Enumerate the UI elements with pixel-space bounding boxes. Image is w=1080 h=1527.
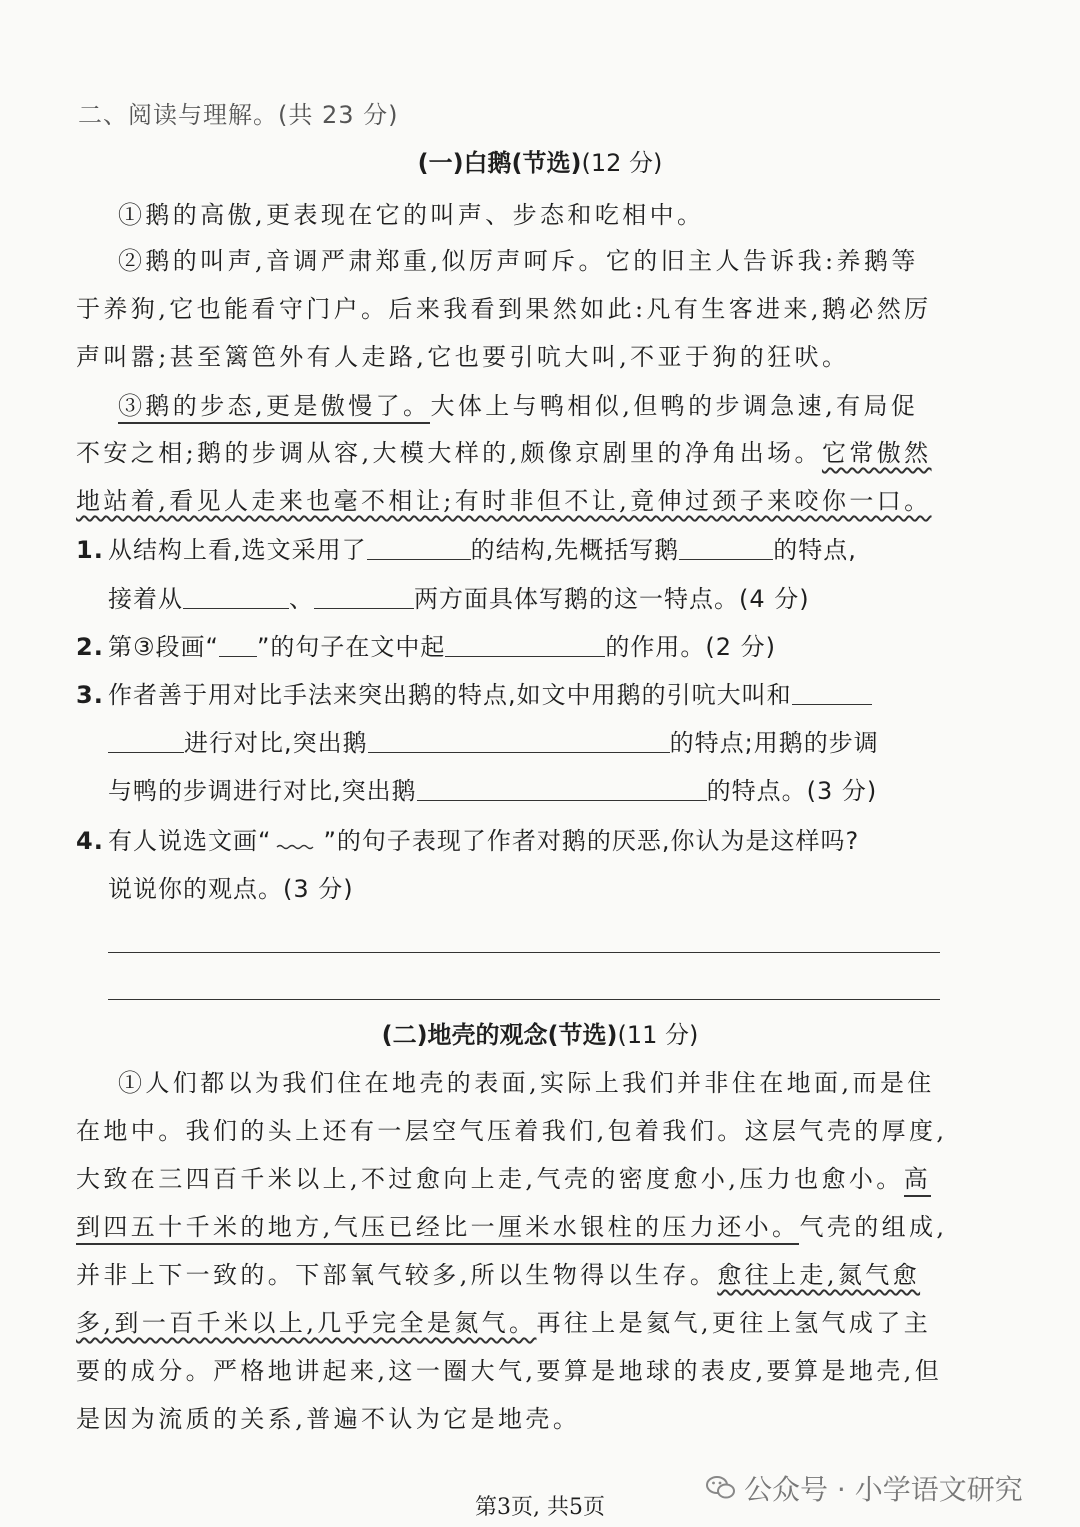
passage2-line-3 — [76, 1164, 941, 1194]
q1-text-b: 的结构,先概括写鹅 — [470, 536, 680, 564]
question-number: 1. — [76, 536, 104, 564]
straight-underlined-sentence-end: 到四五十千米的地方,气压已经比一厘米水银柱的压力还小。 — [76, 1213, 799, 1245]
q1-blank-aspect-1[interactable] — [183, 584, 289, 609]
passage1-title-text: (一)白鹅(节选) — [417, 149, 582, 177]
passage2-line-4-rest: 气壳的组成, — [799, 1213, 948, 1241]
q3-blank-feature-2[interactable] — [417, 776, 707, 801]
question-1 — [76, 535, 857, 565]
passage2-line-1: ①人们都以为我们住在地壳的表面,实际上我们并非住在地面,而是住 — [118, 1069, 935, 1097]
passage2-line-6 — [76, 1308, 941, 1338]
passage2-line-4 — [76, 1212, 948, 1242]
q3-text-e: 的特点。(3 分) — [706, 777, 878, 805]
q3-text-c: 的特点;用鹅的步调 — [669, 729, 879, 757]
q2-text-b: ”的句子在文中起 — [256, 633, 446, 661]
passage1-paragraph-1: ①鹅的高傲,更表现在它的叫声、步态和吃相中。 — [118, 201, 705, 229]
passage2-line-5-text: 并非上下一致的。下部氧气较多,所以生物得以生存。 — [76, 1261, 718, 1289]
question-number: 2. — [76, 633, 104, 661]
passage2-score: (11 分) — [617, 1021, 699, 1049]
q3-text-d: 与鸭的步调进行对比,突出鹅 — [108, 777, 417, 805]
passage1-score: (12 分) — [581, 149, 663, 177]
wavy-underlined-sentence-end: 地站着,看见人走来也毫不相让;有时非但不让,竟伸过颈子来咬你一口。 — [76, 487, 932, 515]
question-number: 4. — [76, 827, 104, 855]
question-4-line-2: 说说你的观点。(3 分) — [108, 875, 354, 903]
question-3-line-2 — [108, 728, 879, 758]
q1-blank-feature[interactable] — [679, 535, 773, 560]
q4-wavy-mark-sample — [271, 829, 323, 851]
q3-text-b: 进行对比,突出鹅 — [184, 729, 368, 757]
passage1-paragraph-3-line-3 — [76, 486, 941, 516]
q3-blank-feature-1[interactable] — [368, 728, 670, 753]
passage1-paragraph-2-line-3: 声叫嚣;甚至篱笆外有人走路,它也要引吭大叫,不亚于狗的狂吠。 — [76, 343, 850, 371]
paragraph-3-line-2-text: 不安之相;鹅的步调从容,大模大样的,颇像京剧里的净角出场。 — [76, 439, 822, 467]
question-4 — [76, 826, 859, 856]
question-3-line-3 — [108, 776, 877, 806]
q4-text-a: 有人说选文画“ — [108, 827, 272, 855]
passage2-line-5 — [76, 1260, 941, 1290]
wavy-underlined-sentence-start: 它常傲然 — [821, 439, 932, 467]
answer-line-2[interactable] — [108, 999, 940, 1000]
straight-underlined-sentence-start: 高 — [904, 1165, 931, 1197]
question-2 — [76, 632, 776, 662]
passage1-title — [0, 148, 1080, 178]
watermark-text: 公众号 · 小学语文研究 — [744, 1473, 1023, 1506]
q1-text-c: 的特点, — [773, 536, 857, 564]
q1-text-f: 两方面具体写鹅的这一特点。(4 分) — [414, 585, 810, 613]
q3-text-a: 作者善于用对比手法来突出鹅的特点,如文中用鹅的引吭大叫和 — [108, 681, 792, 709]
q2-blank-role[interactable] — [445, 632, 605, 657]
q1-blank-structure[interactable] — [367, 535, 471, 560]
wavy-underlined-sentence-end: 多,到一百千米以上,几乎完全是氮气。 — [76, 1309, 537, 1337]
passage2-title-text: (二)地壳的观念(节选) — [381, 1021, 618, 1049]
q1-blank-aspect-2[interactable] — [314, 584, 414, 609]
q3-blank-compare-1-cont[interactable] — [108, 728, 184, 753]
passage2-line-3-text: 大致在三四百千米以上,不过愈向上走,气壳的密度愈小,压力也愈小。 — [76, 1165, 904, 1193]
q1-text-a: 从结构上看,选文采用了 — [108, 536, 367, 564]
passage1-paragraph-2-line-1: ②鹅的叫声,音调严肃郑重,似厉声呵斥。它的旧主人告诉我:养鹅等 — [118, 247, 919, 275]
q3-blank-compare-1[interactable] — [792, 680, 872, 705]
q2-text-c: 的作用。(2 分) — [605, 633, 777, 661]
question-3 — [76, 680, 872, 710]
passage2-line-2: 在地中。我们的头上还有一层空气压着我们,包着我们。这层气壳的厚度, — [76, 1117, 948, 1145]
passage2-line-7: 要的成分。严格地讲起来,这一圈大气,要算是地球的表皮,要算是地壳,但 — [76, 1357, 943, 1385]
paragraph-3-line-1-rest: 大体上与鸭相似,但鸭的步调急速,有局促 — [430, 392, 919, 420]
straight-underlined-sentence: ③鹅的步态,更是傲慢了。 — [118, 392, 430, 424]
q1-text-d: 接着从 — [108, 585, 183, 613]
passage2-title — [0, 1020, 1080, 1050]
q2-mark-sample — [219, 632, 257, 657]
passage1-paragraph-3-line-2 — [76, 438, 941, 468]
wavy-underlined-sentence-start: 愈往上走,氮气愈 — [717, 1261, 921, 1289]
passage2-line-8: 是因为流质的关系,普遍不认为它是地壳。 — [76, 1405, 581, 1433]
section-heading: 二、阅读与理解。(共 23 分) — [78, 101, 399, 129]
passage1-paragraph-2-line-2: 于养狗,它也能看守门户。后来我看到果然如此:凡有生客进来,鹅必然厉 — [76, 295, 932, 323]
q1-text-e: 、 — [289, 585, 314, 613]
page-number: 第3页, 共5页 — [475, 1495, 605, 1520]
question-number: 3. — [76, 681, 104, 709]
question-1-continued — [108, 584, 810, 614]
q4-text-b: ”的句子表现了作者对鹅的厌恶,你认为是这样吗? — [323, 827, 860, 855]
passage2-line-6-rest: 再往上是氦气,更往上氢气成了主 — [536, 1309, 932, 1337]
answer-line-1[interactable] — [108, 952, 940, 953]
passage1-paragraph-3-line-1 — [118, 391, 940, 421]
q2-text-a: 第③段画“ — [108, 633, 219, 661]
